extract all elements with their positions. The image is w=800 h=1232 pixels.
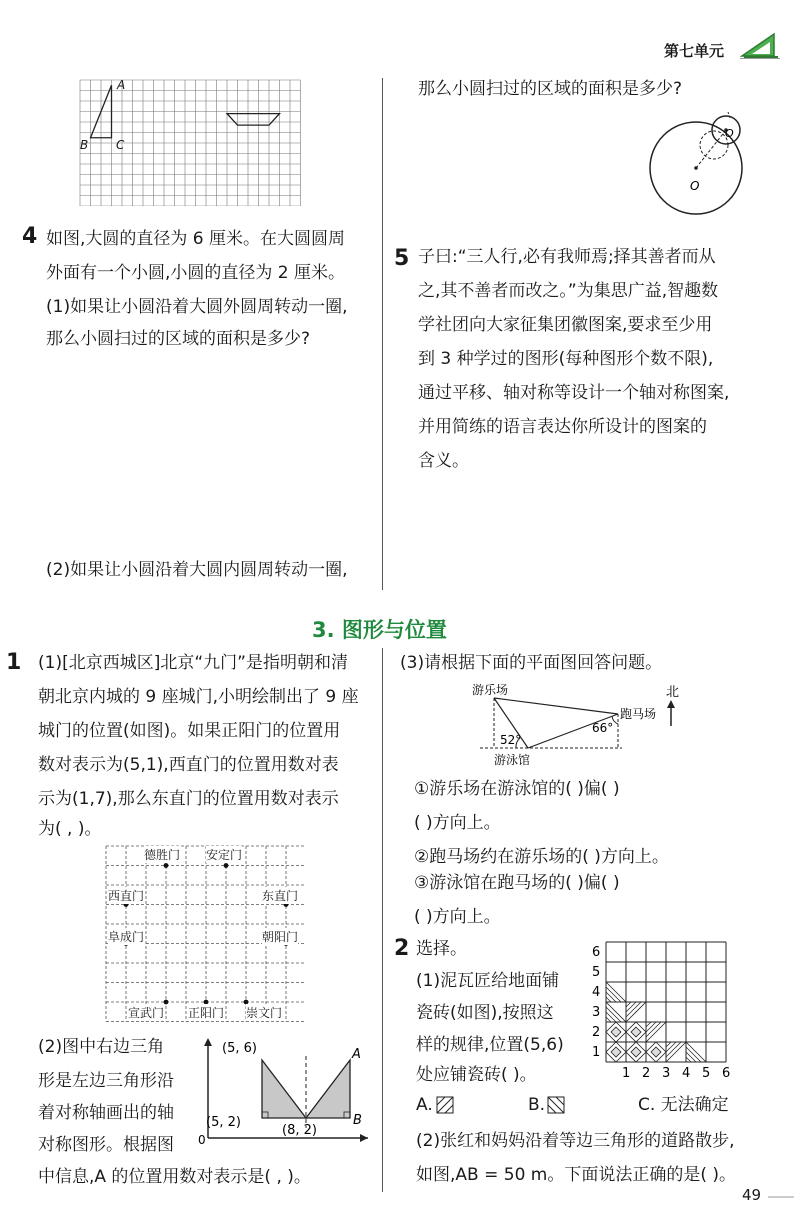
question-number: 4 [22,224,38,249]
question-text: 样的规律,位置(5,6) [416,1035,564,1055]
question-text: 外面有一个小圆,小圆的直径为 2 厘米。 [46,263,346,283]
question-number: 2 [394,936,410,961]
tile-axis-y-label: 6 [592,945,601,960]
gate-label-andingmen: 安定门 [206,848,243,862]
trapezoid [227,114,280,126]
tile-axis-y-label: 5 [592,965,601,980]
question-text: 为( , )。 [38,819,102,839]
question-text: 并用简练的语言表达你所设计的图案的 [418,417,707,437]
question-number: 5 [394,246,410,271]
question-text: (2)图中右边三角 [38,1037,165,1057]
map-angle-66: 66° [592,721,614,735]
question-text: (2)如果让小圆沿着大圆内圆周转动一圈, [46,560,348,580]
grid-figure [78,78,308,206]
tile-option-a-icon [436,1096,454,1114]
tile-axis-x-label: 4 [682,1066,691,1081]
point-label-b: B [353,1113,362,1128]
question-text: 学社团向大家征集团徽图案,要求至少用 [418,315,713,335]
column-divider-top [382,78,383,590]
question-text: ②跑马场约在游乐场的( )方向上。 [414,847,669,867]
gate-label-chaoyangmen: 朝阳门 [262,930,299,944]
point-label-a: A [352,1047,361,1062]
question-text: 对称图形。根据图 [38,1135,174,1155]
question-text: (1)泥瓦匠给地面铺 [416,971,560,991]
option-b-label: B. [528,1095,546,1115]
gate-label-deshengmen: 德胜门 [144,848,181,862]
page-number: 49 [742,1186,762,1204]
map-north-label: 北 [666,685,680,700]
gate-label-dongzhimen: 东直门 [262,889,299,903]
map-label-pool: 游泳馆 [494,753,531,766]
big-circle-center-label: O [690,179,700,193]
symmetry-triangle-figure [196,1034,376,1146]
point-label-82: (8, 2) [282,1123,317,1138]
question-text: 通过平移、轴对称等设计一个轴对称图案, [418,383,730,403]
question-text: (3)请根据下面的平面图回答问题。 [400,653,663,673]
question-text: 示为(1,7),那么东直门的位置用数对表示 [38,789,339,809]
tile-option-b-icon [547,1096,565,1114]
question-text: ③游泳馆在跑马场的( )偏( ) [414,873,620,893]
section-title: 3. 图形与位置 [312,618,447,642]
question-text: (1)如果让小圆沿着大圆外圆周转动一圈, [46,297,348,317]
question-text: 中信息,A 的位置用数对表示是( , )。 [38,1167,311,1187]
tile-axis-y-label: 3 [592,1005,601,1020]
option-a-label: A. [416,1095,433,1115]
gate-label-chongwenmen: 崇文门 [246,1006,283,1020]
footer-rule [768,1196,794,1198]
ruler-triangle-icon [740,32,780,58]
gate-dot [224,863,229,868]
gate-label-zhengyangmen: 正阳门 [188,1006,225,1020]
gate-label-xizhimen: 西直门 [108,889,145,903]
small-circle-center-label: O [725,127,734,140]
tile-axis-x-label: 6 [722,1066,731,1081]
circles-figure [648,100,768,220]
tile-axis-x-label: 5 [702,1066,711,1081]
header-rule [740,58,780,59]
question-text: ( )方向上。 [414,813,501,833]
grid-label-c: C [116,138,125,152]
tile-axis-y-label: 1 [592,1045,601,1060]
question-text: 着对称轴画出的轴 [38,1103,174,1123]
question-number: 1 [6,650,22,675]
question-text: 那么小圆扫过的区域的面积是多少? [46,329,311,349]
question-text: (2)张红和妈妈沿着等边三角形的道路散步, [416,1131,735,1151]
question-text: ( )方向上。 [414,907,501,927]
question-text: 城门的位置(如图)。如果正阳门的位置用 [38,721,341,741]
option-c-label: C. 无法确定 [638,1095,729,1115]
map-label-amusement: 游乐场 [472,683,509,697]
tile-axis-x-label: 2 [642,1066,651,1081]
question-text: 瓷砖(如图),按照这 [416,1003,554,1023]
question-text: 那么小圆扫过的区域的面积是多少? [418,79,683,99]
grid-label-a: A [117,78,126,92]
gate-label-xuanwumen: 宣武门 [128,1006,165,1020]
map-label-racecourse: 跑马场 [620,707,657,721]
question-text: 处应铺瓷砖( )。 [416,1065,537,1085]
plan-map-figure [472,680,692,766]
point-label-52: (5, 2) [206,1115,241,1130]
grid-label-b: B [80,138,89,152]
gate-dot [164,863,169,868]
question-text: (1)[北京西城区]北京“九门”是指明朝和清 [38,653,348,673]
question-text: 朝北京内城的 9 座城门,小明绘制出了 9 座 [38,687,359,707]
map-angle-52: 52° [500,733,522,747]
question-text: 数对表示为(5,1),西直门的位置用数对表 [38,755,339,775]
question-text: 选择。 [416,939,467,959]
question-text: ①游乐场在游泳馆的( )偏( ) [414,779,620,799]
unit-label: 第七单元 [664,42,725,60]
question-text: 如图,大圆的直径为 6 厘米。在大圆圆周 [46,229,346,249]
tile-grid-figure [590,940,740,1090]
question-text: 形是左边三角形沿 [38,1071,174,1091]
origin-label: 0 [198,1133,206,1146]
column-divider-bottom [382,648,383,1192]
tile-axis-y-label: 4 [592,985,601,1000]
question-text: 如图,AB = 50 m。下面说法正确的是( )。 [416,1165,737,1185]
tile-axis-y-label: 2 [592,1025,601,1040]
question-text: 含义。 [418,451,469,471]
tile-axis-x-label: 3 [662,1066,671,1081]
question-text: 到 3 种学过的图形(每种图形个数不限), [418,349,714,369]
question-text: 子曰:“三人行,必有我师焉;择其善者而从 [418,247,716,267]
gate-dot [164,1000,169,1005]
point-label-56: (5, 6) [222,1041,257,1056]
tile-axis-x-label: 1 [622,1066,631,1081]
question-text: 之,其不善者而改之。”为集思广益,智趣数 [418,281,719,301]
gate-label-fuchengmen: 阜成门 [108,930,145,944]
